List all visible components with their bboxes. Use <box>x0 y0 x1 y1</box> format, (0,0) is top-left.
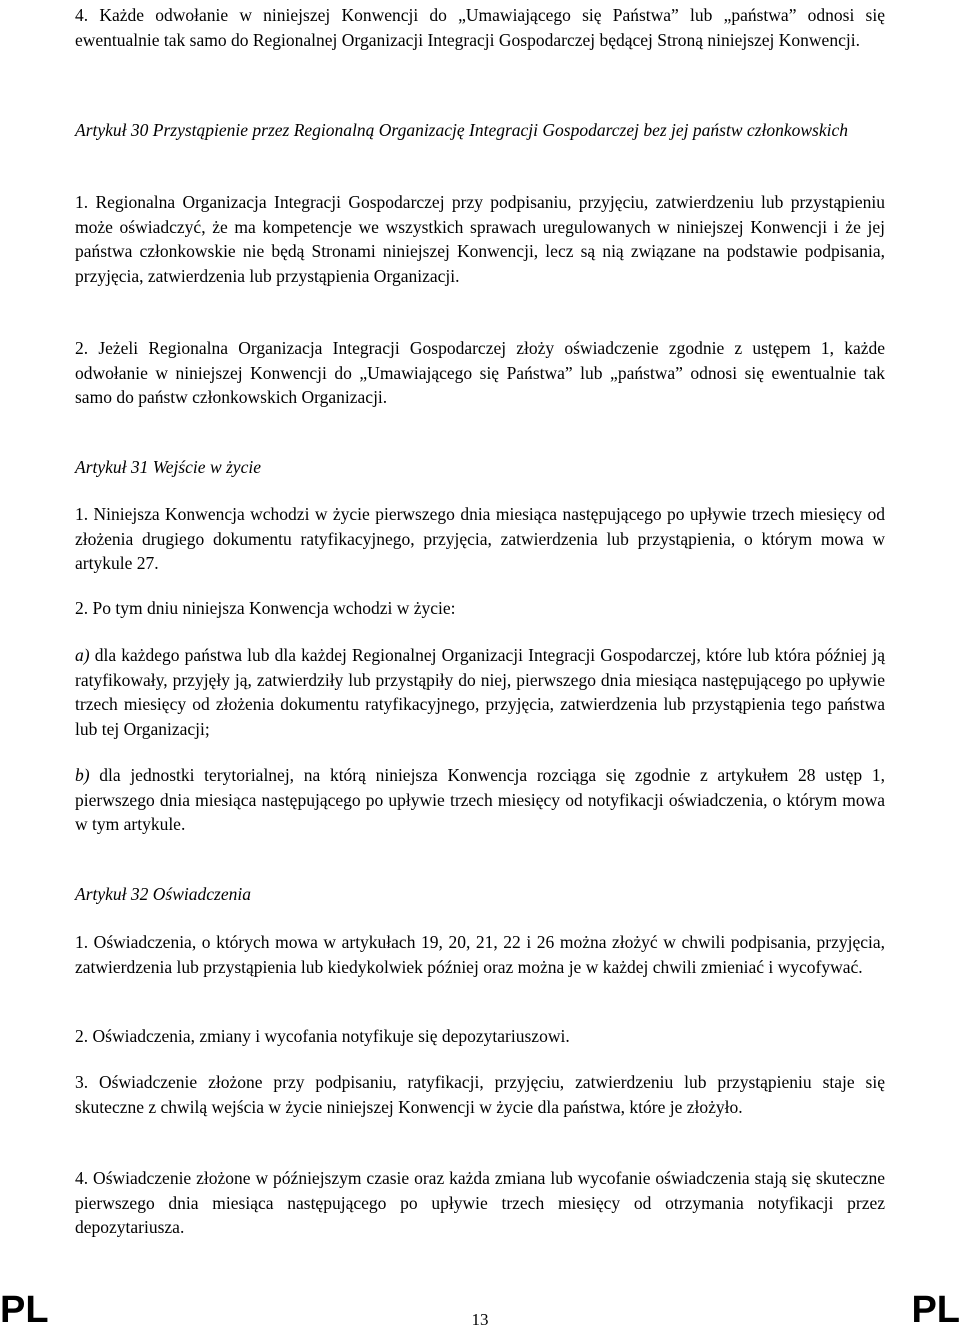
footer-language-code-left: PL <box>0 1289 49 1331</box>
paragraph-art31-2: 2. Po tym dniu niniejsza Konwencja wchodzi w życie: <box>75 598 456 618</box>
paragraph-art30-1: 1. Regionalna Organizacja Integracji Gospodarczej przy podpisaniu, przyjęciu, zatwierdzeniu lub przystąpieniu może oświadczyć, że ma kompetencje we wszystkich sprawach uregulowanych w niniejszej Konwencji i że jej państwa członkowskie nie będą Stronami niniejszej Konwencji, lecz są nią związane na podstawie podpisania, przyjęcia, zatwierdzenia lub przystąpienia Organizacji. <box>75 192 885 286</box>
item-text-b: dla jednostki terytorialnej, na którą niniejsza Konwencja rozciąga się zgodnie z artykułem 28 ustęp 1, pierwszego dnia miesiąca następującego po upływie trzech miesięcy od notyfikacji oświadczenia, o którym mowa w tym artykule. <box>75 765 885 835</box>
item-text-a: dla każdego państwa lub dla każdej Regionalnej Organizacji Integracji Gospodarczej, które lub która później ją ratyfikowały, przyjęły ją, zatwierdziły lub przystąpiły do niej, pierwszego dnia miesiąca następującego po upływie trzech miesięcy od złożenia dokumentu ratyfikacyjnego, przyjęcia, zatwierdzenia lub przystąpienia tego państwa lub tej Organizacji; <box>75 645 885 739</box>
item-label-b: b) <box>75 765 90 785</box>
paragraph-art32-2: 2. Oświadczenia, zmiany i wycofania notyfikuje się depozytariuszowi. <box>75 1026 570 1046</box>
paragraph-art30-2: 2. Jeżeli Regionalna Organizacja Integracji Gospodarczej złoży oświadczenie zgodnie z ustępem 1, każde odwołanie w niniejszej Konwencji do „Umawiającego się Państwa” lub „państwa” odnosi się ewentualnie tak samo do państw członkowskich Organizacji. <box>75 338 885 408</box>
paragraph-art31-2a <box>75 643 885 741</box>
article-31-heading: Artykuł 31 Wejście w życie <box>75 457 261 477</box>
article-30-heading: Artykuł 30 Przystąpienie przez Regionalną Organizację Integracji Gospodarczej bez jej państw członkowskich <box>75 120 848 140</box>
paragraph-art31-1: 1. Niniejsza Konwencja wchodzi w życie pierwszego dnia miesiąca następującego po upływie trzech miesięcy od złożenia drugiego dokumentu ratyfikacyjnego, przyjęcia, zatwierdzenia lub przystąpienia, o którym mowa w artykule 27. <box>75 504 885 574</box>
paragraph-art32-1: 1. Oświadczenia, o których mowa w artykułach 19, 20, 21, 22 i 26 można złożyć w chwili podpisania, przyjęcia, zatwierdzenia lub przystąpienia lub kiedykolwiek później oraz można je w każdej chwili zmieniać i wycofywać. <box>75 932 885 977</box>
paragraph-art32-4: 4. Oświadczenie złożone w późniejszym czasie oraz każda zmiana lub wycofanie oświadczenia stają się skuteczne pierwszego dnia miesiąca następującego po upływie trzech miesięcy od otrzymania notyfikacji przez depozytariusza. <box>75 1168 885 1238</box>
paragraph-art29-4: 4. Każde odwołanie w niniejszej Konwencji do „Umawiającego się Państwa” lub „państwa” odnosi się ewentualnie tak samo do Regionalnej Organizacji Integracji Gospodarczej będącej Stroną niniejszej Konwencji. <box>75 5 885 50</box>
article-32-heading: Artykuł 32 Oświadczenia <box>75 884 251 904</box>
paragraph-art32-3: 3. Oświadczenie złożone przy podpisaniu, ratyfikacji, przyjęciu, zatwierdzeniu lub przystąpieniu staje się skuteczne z chwilą wejścia w życie niniejszej Konwencji w życie dla państwa, które je złożyło. <box>75 1072 885 1117</box>
paragraph-art31-2b <box>75 763 885 837</box>
item-label-a: a) <box>75 645 90 665</box>
footer-language-code-right: PL <box>911 1289 960 1331</box>
page-number: 13 <box>471 1310 489 1329</box>
